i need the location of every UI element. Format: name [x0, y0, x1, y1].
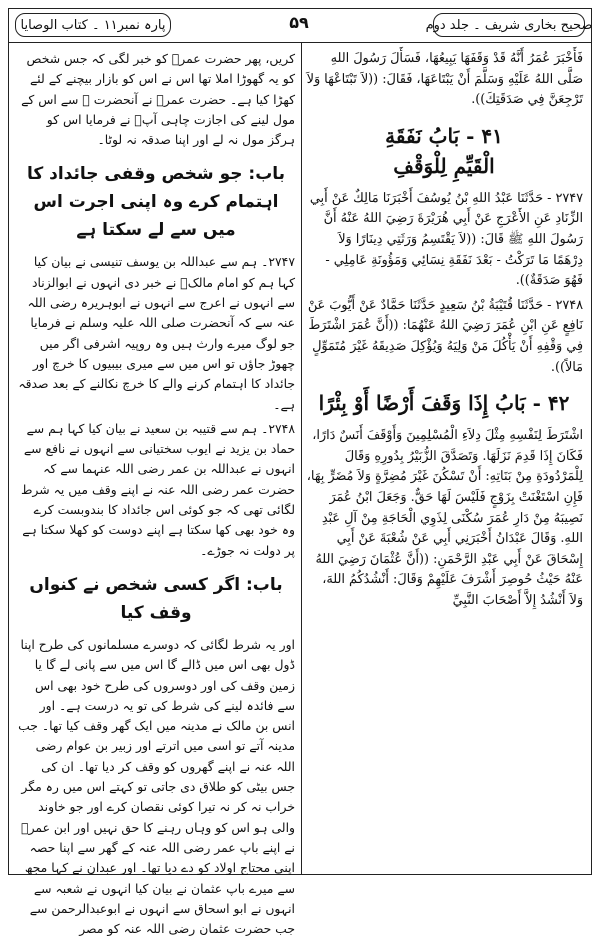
urdu-chapter-42-text: اور یہ شرط لگائی کہ دوسرے مسلمانوں کی طرح اپنا ڈول بھی اس میں ڈالے گا اس میں سے پانی لے گا یا زمین وقف کی اور دوسروں کی طرح خود بھی اس سے فائدہ لینے کی شرط کی تو یہ درست ہے۔ اور انس بن مالک نے مدینہ میں ایک گھر وقف کیا تھا۔ جب مدینہ آتے تو اسی میں اترتے اور زبیر بن عوام رضی اللہ عنہ نے اپنے گھروں کو وقف کر دیا تھا۔ ان کی جس بیٹی کو طلاق دی جاتی تو کہتے اس میں رہ مگر خراب نہ کر نہ تیرا کوئی نقصان کرے اور جو خاوند والی ہو اس کو وہاں رہنے کا حق نہیں اور ابن عمرؓ نے اپنے باپ عمر رضی اللہ عنہ کے گھر سے اپنا حصہ اپنی محتاج اولاد کو دے دیا تھا۔ اور عبدان نے کہا مجھ سے میرے باپ عثمان نے بیان کیا انہوں نے شعبہ سے انہوں نے ابو اسحاق سے انہوں نے ابوعبدالرحمن سے جب حضرت عثمان رضی اللہ عنہ کو مصر	[18, 636, 295, 937]
column-divider	[301, 43, 302, 875]
arabic-paragraph-intro: فَأَخْبَرَ عُمَرُ أَنَّهُ قَدْ وَقَفَهَا يَبِيعُهَا، فَسَأَلَ رَسُولَ اللهِ صَلَّى اللهُ عَلَيْهِ وَسَلَّمَ أَنْ يَبْتَاعَهَا، فَقَالَ: ((لاَ تَبْتَاعْهَا وَلاَ تَرْجِعَنَّ فِي صَدَقَتِكَ)).	[306, 51, 583, 108]
urdu-chapter-42-heading: باب: اگر کسی شخص نے کنواں وقف کیا	[29, 574, 283, 623]
page-header	[9, 9, 591, 43]
urdu-paragraph-intro: کریں، پھر حضرت عمرؓ کو خبر لگی کہ جس شخص کو یہ گھوڑا املا تھا اس نے اس کو بازار بیچنے کے لئے کھڑا کیا ہے۔ حضرت عمرؓ نے آنحضرت ﷺ سے اس کے مول لینے کی اجازت چاہی آپؐ نے فرمایا اس کو ہرگز مول نہ لے اور اپنا صدقہ نہ لوٹا۔	[21, 51, 295, 148]
arabic-column	[305, 49, 583, 615]
urdu-hadith-2748: ۲۷۴۸۔ ہم سے قتیبہ بن سعید نے بیان کیا کہا ہم سے حماد بن یزید نے ایوب سختیانی سے انہوں نے نافع سے انہوں نے عبداللہ بن عمر رضی اللہ عنہما سے کہ حضرت عمر رضی اللہ عنہ نے اپنے وقف میں یہ شرط لگائی تھی کہ جو کوئی اس جائداد کا بندوبست کرے وہ خود بھی کھا سکتا ہے اپنے دوست کو کھلا سکتا ہے پر دولت نہ جوڑے۔	[20, 420, 295, 558]
page-number: ۵۹	[289, 13, 309, 32]
arabic-chapter-41-number: ۴۱ - بَابُ نَفَقَةِ	[385, 123, 503, 148]
urdu-hadith-2747: ۲۷۴۷۔ ہم سے عبداللہ بن یوسف تنیسی نے بیان کیا کہا ہم کو امام مالکؒ نے خبر دی انہوں نے ابوالزناد سے انہوں نے اعرج سے انہوں نے ابوہریرہ رضی اللہ عنہ سے کہ آنحضرت صلی اللہ علیہ وسلم نے فرمایا جو لوگ میرے وارث ہیں وہ روپیہ اشرفی اگر میں چھوڑ جاؤں تو اس میں سے میری بیبیوں کا خرچ اور جائداد کا اہتمام کرنے والے کا خرچ نکالنے کے بعد صدقہ ہے۔	[18, 254, 295, 412]
arabic-hadith-2747: ۲۷۴۷ - حَدَّثَنَا عَبْدُ اللهِ بْنُ يُوسُفَ أَخْبَرَنَا مَالِكٌ عَنْ أَبِي الزِّنَادِ عَنِ الأَعْرَجِ عَنْ أَبِي هُرَيْرَةَ رَضِيَ اللهُ عَنْهُ أَنَّ رَسُولَ اللهِ ﷺ قَالَ: ((لاَ يَقْتَسِمُ وَرَثَتِي دِينَارًا وَلاَ دِرْهَمًا مَا تَرَكْتُ - بَعْدَ نَفَقَةِ نِسَائِي وَمَؤُونَةِ عَامِلِي - فَهُوَ صَدَقَةٌ)).	[309, 190, 583, 289]
urdu-column	[17, 49, 295, 943]
arabic-chapter-41-heading	[305, 121, 583, 181]
arabic-chapter-42-text: اشْتَرَطَ لِنَفْسِهِ مِثْلَ دِلاَءِ الْمُسْلِمِينَ وَأَوْقَفَ أَنَسٌ دَارًا، فَكَانَ إِذَا قَدِمَ نَزَلَهَا. وَتَصَدَّقَ الزُّبَيْرُ بِدُورِهِ وَقَالَ لِلْمَرْدُودَةِ مِنْ بَنَاتِهِ: أَنْ تَسْكُنَ غَيْرَ مُضِرَّةٍ وَلاَ مُضَرٍّ بِهَا، فَإِنِ اسْتَغْنَتْ بِزَوْجٍ فَلَيْسَ لَهَا حَقٌّ. وَجَعَلَ ابْنُ عُمَرَ نَصِيبَهُ مِنْ دَارِ عُمَرَ سُكْنَى لِذَوِي الْحَاجَةِ مِنْ آلِ عَبْدِ اللهِ. وَقَالَ عَبْدَانُ أَخْبَرَنِي أَبِي عَنْ شُعْبَةَ عَنْ أَبِي إِسْحَاقَ عَنْ أَبِي عَبْدِ الرَّحْمَنِ: ((أَنَّ عُثْمَانَ رَضِيَ اللهُ عَنْهُ حَيْثُ حُوصِرَ أَشْرَفَ عَلَيْهِمْ وَقَالَ: أَنْشُدُكُمُ اللهَ، وَلاَ أَنْشُدُ إِلاَّ أَصْحَابَ النَّبِيِّ	[306, 428, 583, 608]
book-page	[8, 8, 593, 937]
arabic-chapter-42-heading: ۴۲ - بَابُ إِذَا وَقَفَ أَرْضًا أَوْ بِئْرًا	[318, 391, 570, 416]
arabic-chapter-41-title: الْقَيِّمِ لِلْوَقْفِ	[393, 153, 495, 178]
urdu-chapter-41-heading: باب: جو شخص وقفی جائداد کا اہتمام کرے وہ اپنی اجرت اس میں سے لے سکتا ہے	[26, 164, 286, 241]
arabic-hadith-2748: ۲۷۴۸ - حَدَّثَنَا قُتَيْبَةُ بْنُ سَعِيدٍ حَدَّثَنَا حَمَّادٌ عَنْ أَيُّوبَ عَنْ نَافِعٍ عَنِ ابْنِ عُمَرَ رَضِيَ اللهُ عَنْهُمَا: ((أَنَّ عُمَرَ اشْتَرَطَ فِي وَقْفِهِ أَنْ يَأْكُلَ مَنْ وَلِيَهُ وَيُؤْكِلَ صَدِيقَهُ غَيْرَ مُتَمَوِّلٍ مَالاً)).	[307, 297, 583, 375]
header-book-title: صحیح بخاری شریف ۔ جلد دوم	[433, 13, 585, 37]
header-chapter-title: پارہ نمبر۱۱ ۔ کتاب الوصایا	[15, 13, 171, 37]
